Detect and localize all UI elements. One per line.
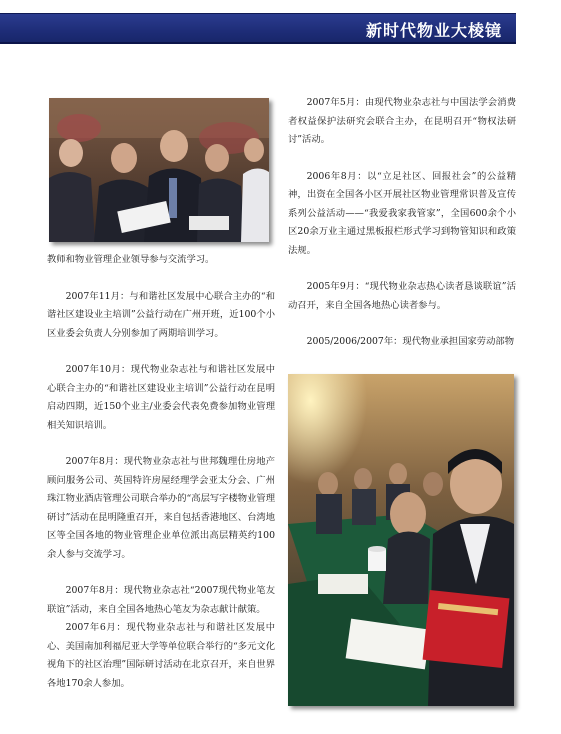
news-paragraph: 2005/2006/2007年：现代物业承担国家劳动部物: [306, 336, 514, 347]
news-paragraph: 2005年9月：“现代物业杂志热心读者恳谈联谊”活动召开，来自全国各地热心读者参与。: [288, 281, 516, 311]
seminar-photo: [288, 374, 514, 706]
news-paragraph: 2007年8月：现代物业杂志社“2007现代物业笔友联谊”活动，来自全国各地热心笔友为杂志献计献策。: [47, 585, 275, 615]
news-paragraph: 2007年6月：现代物业杂志社与和谐社区发展中心、美国南加利福尼亚大学等单位联合举行的“多元文化视角下的社区治理”国际研讨活动在北京召开，来自世界各地170余人参加。: [47, 622, 275, 689]
news-paragraph: 2007年11月：与和谐社区发展中心联合主办的“和谐社区建设业主培训”公益行动在广州开班，近100个小区业委会负责人分别参加了两期培训学习。: [47, 290, 275, 339]
caption-paragraph: 教师和物业管理企业领导参与交流学习。: [47, 254, 215, 265]
photo-meeting-discussion-icon: [49, 98, 269, 242]
news-paragraph: 2006年8月：以“立足社区、回报社会”的公益精神，出资在全国各小区开展社区物业管理常识普及宣传系列公益活动——“我爱我家我管家”，全国600余个小区20余万业主通过黑板报栏形式学习到物管知识和政策法规。: [288, 170, 516, 256]
news-paragraph: 2007年10月：现代物业杂志社与和谐社区发展中心联合主办的“和谐社区建设业主培训”公益行动在昆明启动四期，近150个业主/业委会代表免费参加物业管理相关知识培训。: [47, 364, 275, 431]
header-bar: [0, 13, 516, 44]
meeting-photo: [49, 98, 269, 242]
news-paragraph: 2007年5月：由现代物业杂志社与中国法学会消费者权益保护法研究会联合主办，在昆明召开“物权法研讨”活动。: [288, 97, 516, 145]
photo-seminar-audience-icon: [288, 374, 514, 706]
right-text-column: [288, 94, 516, 370]
page-section-title: 新时代物业大棱镜: [365, 21, 502, 40]
news-paragraph: 2007年8月：现代物业杂志社与世邦魏理仕房地产顾问服务公司、英国特许房屋经理学会亚太分会、广州珠江物业酒店管理公司联合举办的“高层写字楼物业管理研讨”活动在昆明隆重召开，来自包括香港地区、台湾地区等全国各地的物业管理企业单位派出高层精英约100余人参与交流学习。: [47, 456, 275, 560]
left-text-column: [47, 251, 275, 711]
